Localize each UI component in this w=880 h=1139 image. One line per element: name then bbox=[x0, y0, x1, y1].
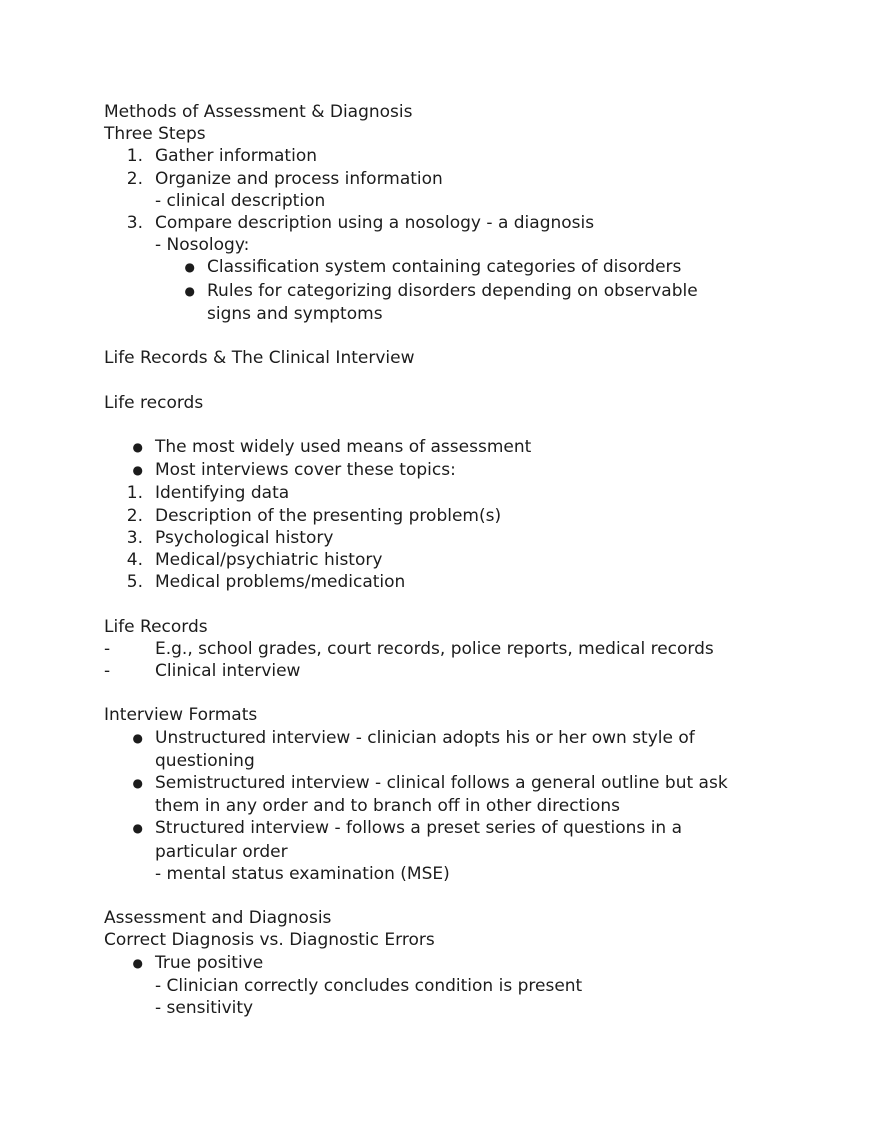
dash-text: E.g., school grades, court records, police reports, medical records bbox=[155, 638, 714, 659]
subtitle-three-steps: Three Steps bbox=[104, 124, 206, 145]
list-number: 2. bbox=[126, 168, 143, 189]
section-title-methods: Methods of Assessment & Diagnosis bbox=[104, 102, 413, 122]
bullet-icon: ● bbox=[132, 730, 143, 745]
list-item-text: Psychological history bbox=[155, 527, 334, 548]
bullet-continuation: questioning bbox=[155, 750, 255, 771]
list-item bbox=[104, 212, 804, 234]
bullet-item bbox=[104, 727, 804, 750]
bullet-item bbox=[104, 280, 804, 303]
list-item-text: Description of the presenting problem(s) bbox=[155, 505, 502, 526]
dash-text: Clinical interview bbox=[155, 661, 301, 682]
list-item bbox=[104, 482, 804, 504]
list-item bbox=[104, 549, 804, 571]
list-item bbox=[104, 145, 804, 167]
section-title-interview-formats: Interview Formats bbox=[104, 705, 258, 726]
list-item-text: Medical problems/medication bbox=[155, 572, 406, 593]
dash-marker: - bbox=[104, 661, 111, 682]
list-number: 3. bbox=[126, 527, 143, 548]
bullet-text: Most interviews cover these topics: bbox=[155, 460, 456, 481]
sub-note: - clinical description bbox=[155, 190, 326, 211]
dash-marker: - bbox=[104, 638, 111, 659]
bullet-icon: ● bbox=[132, 463, 143, 478]
bullet-item bbox=[104, 256, 804, 279]
section-title-life-records: Life Records bbox=[104, 616, 208, 637]
list-number: 5. bbox=[126, 572, 143, 593]
sub-note: - sensitivity bbox=[155, 998, 254, 1019]
section-title-assessment-diagnosis: Assessment and Diagnosis bbox=[104, 908, 332, 929]
list-item-text: Compare description using a nosology - a diagnosis bbox=[155, 213, 595, 234]
bullet-text: True positive bbox=[155, 952, 264, 973]
list-number: 2. bbox=[126, 505, 143, 526]
bullet-item bbox=[104, 772, 804, 795]
list-item-text: Organize and process information bbox=[155, 168, 443, 189]
list-item-text: Medical/psychiatric history bbox=[155, 550, 383, 571]
bullet-text: Rules for categorizing disorders depending on observable bbox=[207, 280, 698, 301]
sub-note: - Clinician correctly concludes condition is present bbox=[155, 975, 583, 996]
bullet-continuation: particular order bbox=[155, 841, 288, 862]
bullet-item bbox=[104, 459, 804, 482]
dash-item bbox=[104, 660, 804, 682]
list-item bbox=[104, 505, 804, 527]
bullet-text: Classification system containing categories of disorders bbox=[207, 257, 682, 278]
bullet-text: Unstructured interview - clinician adopts his or her own style of bbox=[155, 727, 695, 748]
list-number: 3. bbox=[126, 213, 143, 234]
list-number: 1. bbox=[126, 483, 143, 504]
subtitle-correct-diagnosis: Correct Diagnosis vs. Diagnostic Errors bbox=[104, 930, 435, 951]
list-item bbox=[104, 168, 804, 190]
bullet-text: Semistructured interview - clinical follows a general outline but ask bbox=[155, 773, 728, 794]
bullet-continuation bbox=[104, 303, 804, 325]
bullet-icon: ● bbox=[132, 955, 143, 970]
sub-note: - Nosology: bbox=[155, 235, 250, 256]
list-item-text: Identifying data bbox=[155, 483, 290, 504]
bullet-icon: ● bbox=[132, 776, 143, 791]
bullet-item bbox=[104, 436, 804, 459]
dash-item bbox=[104, 638, 804, 660]
list-number: 4. bbox=[126, 550, 143, 571]
list-number: 1. bbox=[126, 146, 143, 167]
sub-note: - mental status examination (MSE) bbox=[155, 863, 450, 884]
bullet-continuation: them in any order and to branch off in other directions bbox=[155, 796, 620, 817]
section-title-life-records-interview: Life Records & The Clinical Interview bbox=[104, 348, 415, 369]
bullet-text: The most widely used means of assessment bbox=[155, 437, 532, 457]
bullet-item bbox=[104, 817, 804, 840]
document-page bbox=[104, 101, 804, 1019]
bullet-text: Structured interview - follows a preset series of questions in a bbox=[155, 818, 683, 839]
bullet-item bbox=[104, 952, 804, 975]
list-item-text: Gather information bbox=[155, 146, 317, 167]
bullet-icon: ● bbox=[184, 283, 195, 298]
subtitle-life-records: Life records bbox=[104, 392, 204, 413]
bullet-icon: ● bbox=[184, 260, 195, 275]
bullet-icon: ● bbox=[132, 821, 143, 836]
bullet-icon: ● bbox=[132, 440, 143, 454]
list-item bbox=[104, 571, 804, 593]
bullet-text: signs and symptoms bbox=[207, 303, 383, 324]
list-item bbox=[104, 527, 804, 549]
